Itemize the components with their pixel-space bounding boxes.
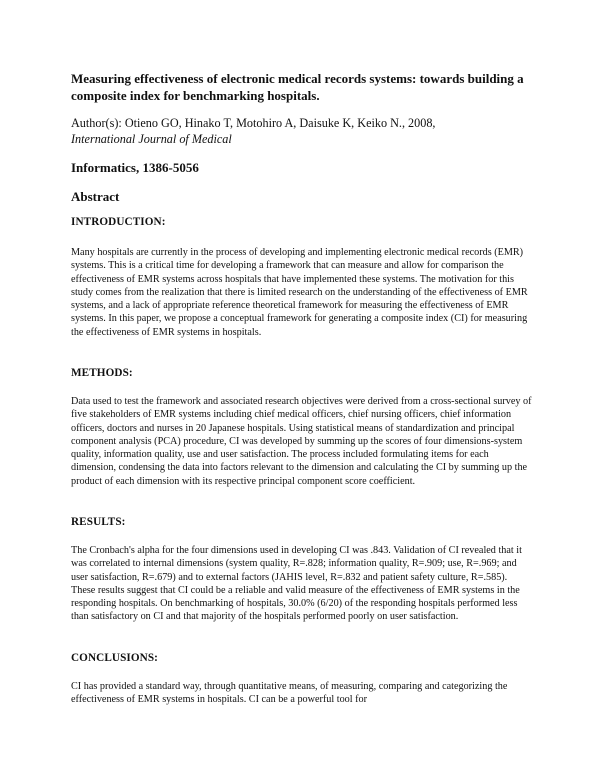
authors-text: Author(s): Otieno GO, Hinako T, Motohiro A, Daisuke K, Keiko N., 2008, [71, 116, 436, 130]
methods-heading: METHODS: [71, 367, 133, 379]
paper-title: Measuring effectiveness of electronic medical records systems: towards building a composite index for benchmarking hospitals. [71, 71, 524, 103]
methods-text: Data used to test the framework and associated research objectives were derived from a cross-sectional survey of five stakeholders of EMR systems including chief medical officers, chief nursing officers, chief information officers, doctors and nurses in 20 Japanese hospitals. Using statistical means of standardization and principal component analysis (PCA) procedure, CI was developed by summing up the scores of four dimensions-system quality, information quality, use and user satisfaction. The process included formulating items for each dimension, condensing the data into factors relevant to the dimension and calculating the CI by summing up the product of each dimension with its respective principal component score coefficient. [71, 396, 532, 487]
journal-name: International Journal of Medical [71, 132, 232, 146]
introduction-text: Many hospitals are currently in the process of developing and implementing electronic medical records (EMR) systems. This is a critical time for developing a framework that can measure and allow for comparison the effectiveness of EMR systems across hospitals that have implemented these systems. The motivation for this study comes from the realization that there is limited research on the understanding of the effectiveness of EMR systems, and a lack of appropriate reference theoretical framework for measuring the effectiveness of EMR systems. In this paper, we propose a conceptual framework for generating a composite index (CI) for measuring the effectiveness of EMR systems in hospitals. [71, 247, 528, 338]
conclusions-text: CI has provided a standard way, through quantitative means, of measuring, comparing and categorizing the effectiveness of EMR systems in hospitals. CI can be a powerful tool for [71, 681, 508, 706]
introduction-heading: INTRODUCTION: [71, 216, 166, 228]
journal-info: Informatics, 1386-5056 [71, 160, 199, 175]
results-heading: RESULTS: [71, 516, 126, 528]
results-text: The Cronbach's alpha for the four dimensions used in developing CI was .843. Validation of CI revealed that it was correlated to internal dimensions (system quality, R=.828; information quality, R=.909; use, R=.969; and user satisfaction, R=.679) and to external factors (JAHIS level, R=.832 and patient safety culture, R=.585). These results suggest that CI could be a reliable and valid measure of the effectiveness of EMR systems in the responding hospitals. On benchmarking of hospitals, 30.0% (6/20) of the responding hospitals performed less than satisfactory on CI and that majority of the hospitals performed poorly on user satisfaction. [71, 545, 522, 623]
abstract-heading: Abstract [71, 189, 120, 204]
conclusions-heading: CONCLUSIONS: [71, 652, 158, 664]
author-line [71, 115, 531, 147]
